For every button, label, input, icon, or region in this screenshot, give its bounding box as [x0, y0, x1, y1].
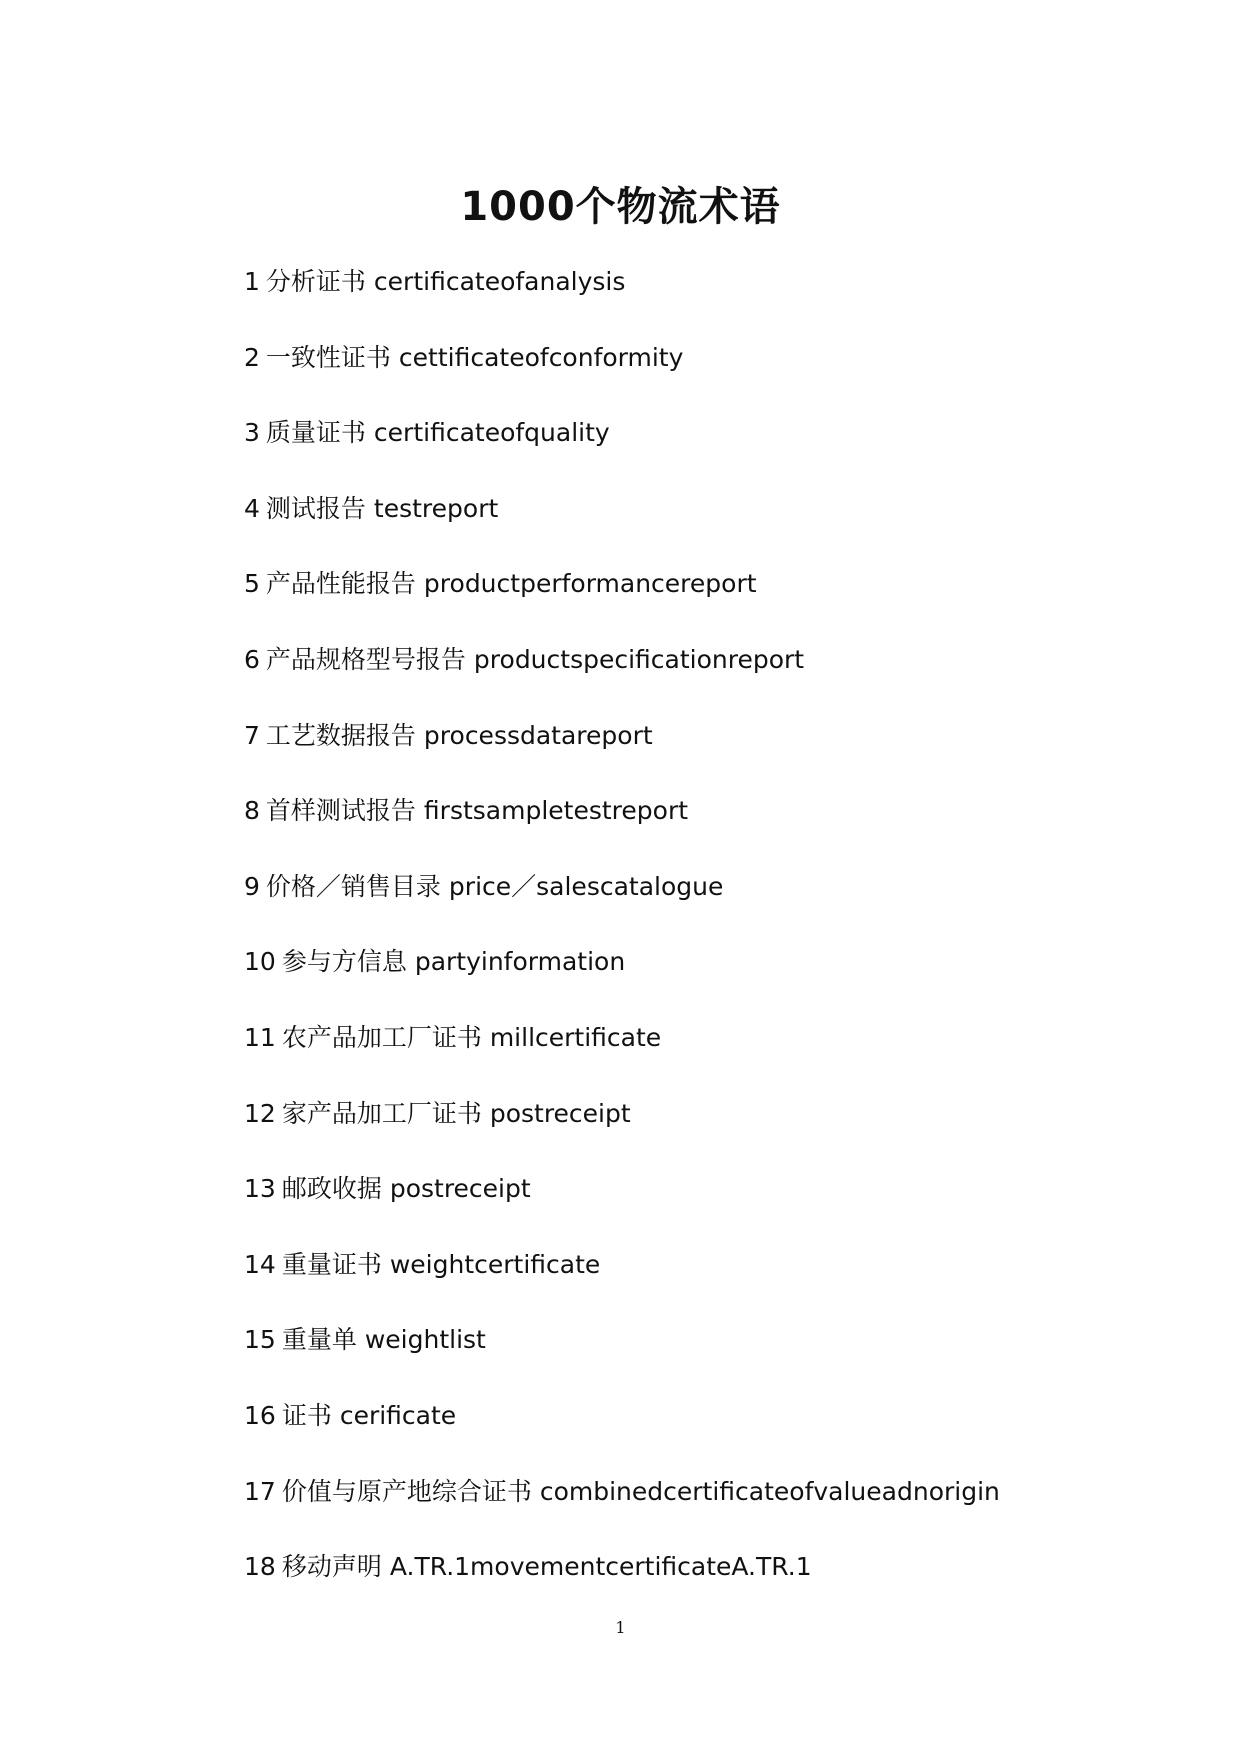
term-number: 18: [244, 1552, 276, 1582]
term-number: 10: [244, 947, 276, 977]
term-chinese: 工艺数据报告: [265, 720, 416, 750]
list-item: [244, 489, 1144, 565]
term-english: productperformancereport: [423, 569, 757, 599]
list-item: [244, 413, 1144, 489]
term-number: 15: [244, 1325, 276, 1355]
term-chinese: 首样测试报告: [265, 796, 416, 826]
list-item: [244, 1547, 1144, 1623]
term-chinese: 邮政收据: [281, 1174, 382, 1204]
term-number: 11: [244, 1022, 276, 1052]
term-chinese: 重量单: [281, 1325, 357, 1355]
list-item: [244, 716, 1144, 792]
list-item: [244, 262, 1144, 338]
term-english: productspecificationreport: [473, 644, 805, 674]
term-english: postreceipt: [489, 1098, 631, 1128]
term-number: 13: [244, 1174, 276, 1204]
term-chinese: 农产品加工厂证书: [281, 1022, 482, 1052]
term-english: firstsampletestreport: [423, 796, 689, 826]
term-english: cerificate: [339, 1400, 457, 1430]
term-english: certificateofquality: [373, 418, 610, 448]
list-item: [244, 791, 1144, 867]
term-english: postreceipt: [389, 1174, 531, 1204]
term-chinese: 测试报告: [265, 493, 366, 523]
term-number: 7: [244, 720, 260, 750]
term-chinese: 分析证书: [265, 267, 366, 296]
term-english: partyinformation: [414, 947, 626, 977]
list-item: [244, 1169, 1144, 1245]
list-item: [244, 1320, 1144, 1396]
term-english: processdatareport: [423, 720, 653, 750]
term-number: 9: [244, 871, 260, 901]
term-number: 3: [244, 418, 260, 448]
term-number: 2: [244, 342, 260, 372]
term-number: 1: [244, 267, 260, 296]
term-chinese: 价值与原产地综合证书: [281, 1476, 532, 1506]
term-chinese: 产品性能报告: [265, 569, 416, 599]
term-chinese: 价格／销售目录: [265, 871, 441, 901]
term-chinese: 一致性证书: [265, 342, 391, 372]
term-number: 17: [244, 1476, 276, 1506]
term-english: price／salescatalogue: [448, 871, 724, 901]
list-item: [244, 1472, 1144, 1548]
page-number: 1: [615, 1618, 626, 1637]
term-english: weightlist: [364, 1325, 486, 1355]
term-number: 5: [244, 569, 260, 599]
term-number: 4: [244, 493, 260, 523]
list-item: [244, 1396, 1144, 1472]
term-english: A.TR.1movementcertificateA.TR.1: [389, 1552, 812, 1582]
term-number: 16: [244, 1400, 276, 1430]
term-number: 12: [244, 1098, 276, 1128]
term-chinese: 产品规格型号报告: [265, 644, 466, 674]
term-english: weightcertificate: [389, 1249, 601, 1279]
list-item: [244, 338, 1144, 414]
term-number: 14: [244, 1249, 276, 1279]
document-title: 1000个物流术语: [460, 183, 781, 230]
term-number: 6: [244, 644, 260, 674]
term-chinese: 质量证书: [265, 418, 366, 448]
list-item: [244, 867, 1144, 943]
list-item: [244, 942, 1144, 1018]
term-chinese: 家产品加工厂证书: [281, 1098, 482, 1128]
term-english: certificateofanalysis: [373, 267, 626, 296]
list-item: [244, 640, 1144, 716]
term-number: 8: [244, 796, 260, 826]
term-chinese: 移动声明: [281, 1552, 382, 1582]
term-english: cettificateofconformity: [398, 342, 684, 372]
list-item: [244, 1094, 1144, 1170]
term-english: millcertificate: [489, 1022, 662, 1052]
list-item: [244, 564, 1144, 640]
term-english: combinedcertificateofvalueadnorigin: [539, 1476, 1000, 1506]
list-item: [244, 1245, 1144, 1321]
term-list: [244, 262, 1144, 1623]
list-item: [244, 1018, 1144, 1094]
term-english: testreport: [373, 493, 499, 523]
term-chinese: 证书: [281, 1400, 332, 1430]
term-chinese: 参与方信息: [281, 947, 407, 977]
term-chinese: 重量证书: [281, 1249, 382, 1279]
